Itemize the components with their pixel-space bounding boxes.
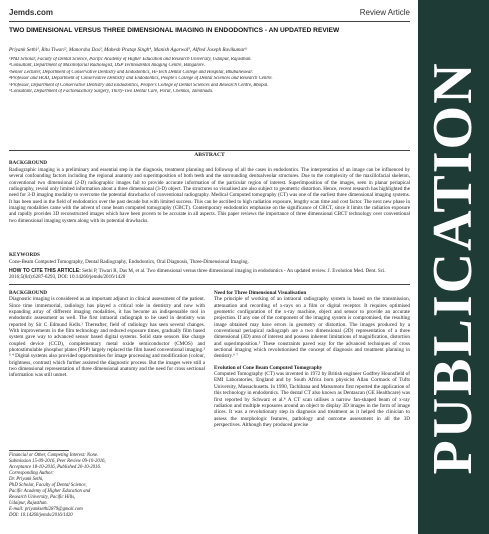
page-header <box>9 8 410 22</box>
affiliation-list <box>9 57 410 95</box>
author-list: Priyank Sethi¹, Ritu Tiwari², Manorsha Das³, Mahesh Pratap Singh⁴, Manish Agarwal⁵, Alfred Joseph Ravikumar⁶ <box>9 47 247 53</box>
header-rule <box>9 21 410 22</box>
section-heading: BACKGROUND <box>9 290 48 296</box>
citation-label: HOW TO CITE THIS ARTICLE: <box>9 268 81 274</box>
footnote-line: Research University, Pacific Hills, <box>9 495 76 500</box>
background-heading: BACKGROUND <box>9 160 48 166</box>
section-heading: Evolution of Cone Beam Computed Tomography <box>214 364 323 371</box>
footnote-line: Submission 15-09-2016, Peer Review 09-10-2016, <box>9 459 106 464</box>
article-title: TWO DIMENSIONAL VERSUS THREE DIMENSIONAL IMAGING IN ENDODONTICS - AN UPDATED REVIEW <box>9 27 340 34</box>
footnote-line: Acceptance 18-10-2016, Published 20-10-2016. <box>9 465 102 470</box>
footnote <box>9 453 205 519</box>
abstract-rule <box>9 150 410 151</box>
article-type: Review Article <box>359 8 410 17</box>
affiliation: ¹PhD Scholar, Faculty of Dental Science, Pacific Academy of Higher Education and Research University, Udaipur, Rajasthan. <box>9 57 252 62</box>
side-band-label: PUBLICATION <box>422 61 484 475</box>
section-text: Diagnostic imaging is considered as an important adjunct in clinical assessment of the patient. Since time immemorial, radiology has played a critical role in dentistry and now with expanding array of different imaging modalities, it has become an indispensable tool in endodontic assessment as well. The first intraoral radiograph to be used in dentistry was reported by Sir C Edmund Kells.¹ Thereafter, field of radiology has seen several changes. With improvements in the film technology and reduced exposure times, gradually film based system gave way to advanced sensor based digital systems. Solid state sensors like charge coupled device (CCD), complementary metal oxide semiconductor (CMOS) and photostimulable phosphor plates (PSP) largely replaced the film based conventional imaging.² ³ ⁴ Digital systems also provided opportunities for image processing and modification (colour, brightness, contrast) which further assisted the diagnostic process. But the images were still a two dimensional representation of three dimensional anatomy and the need for cross sectional information was still unmet. <box>9 296 205 379</box>
abstract-text: Radiographic imaging is a preliminary and essential step in the diagnosis, treatment planning and followup of all the cases in endodontics. The interpretation of an image can be influenced by several confounding factors including the regional anatomy and superimposition of both teeth and the surrounding dentoalveolar structures. Due to the complexity of the maxillofacial skeleton, conventional two dimensional (2-D) radiographic images fail to provide accurate information of the particular region of interest. Superimposition of the images, seen in planar periapical radiography, reveal only limited information about a three dimensional (3-D) object. The structures so visualised are also subject to geometric distortion. Hence, recent research has highlighted the need for 3-D imaging modality to overcome the potential drawbacks of conventional radiography. Medical Computed tomography (CT) was one of the earliest three dimensional imaging systems. It has been used in the field of endodontics over the past decade but with limited success. This can be ascribed to high radiation exposure, lengthy scan time and cost factor. The next new phase in imaging modalities came with the advent of cone beam computed tomography (CBCT). Contemporary endodontics emphasise on the significance of CBCT, since it limits the radiation exposure and rapidly provides 3D reconstructed images which have been proven to be accurate in all aspects. This paper reviews the importance of three dimensional CBCT technology over conventional two dimensional imaging system along with its potential drawbacks. <box>9 167 410 224</box>
keywords-heading: KEYWORDS <box>9 252 40 258</box>
footnote-rule <box>9 450 69 451</box>
footnote-line: Pacific Academy of Higher Education and <box>9 489 91 494</box>
affiliation: ²Consultant, Department of Maxillofacial Radiologist, DSP Technodental Imaging Centre, Bangalore. <box>9 63 206 69</box>
left-column <box>9 290 205 379</box>
citation-text: Sethi P, Tiwari R, Das M, et al. Two dimensional versus three dimensional imaging in endodontics - An updated review. J. Evolution Med. Dent. Sci. 2016;5(84):6287-6293, DOI: 10.14260/jemds/2016/1420 <box>9 268 386 281</box>
footnote-line: Udaipur, Rajasthan. <box>9 501 48 506</box>
section-text: Computed Tomography (CT) was invented in 1972 by British engineer Godfrey Hounsfield of EMI Laboratories, England and by South Africa born physicist Allan Cormack of Tufts University, Massachusetts. In 1990, Tachibana and Matsumoto first reported the application of this technology in endodontics. The dental CT also known as Dentascan (GE Healthcare) was first reported by Schwarz et al.⁸ A CT scan utilises a narrow fan-shaped beam of x-ray radiation and multiple exposures around an object to display 3D images in the form of image slices. It was a revolutionary step in diagnosis and treatment as it helped the clinician to assess the morphologic features, pathology and outcome assessment in all the 3D perspectives. Although they produced precise <box>214 371 410 428</box>
abstract-heading: ABSTRACT <box>194 152 225 158</box>
footnote-line: Dr. Priyank Sethi, <box>9 477 44 482</box>
body-rule <box>9 284 410 285</box>
footnote-line[interactable]: E-mail: priyanksethi2879@gmail.com <box>9 507 83 512</box>
footnote-line: Financial or Other, Competing Interest: None. <box>9 453 99 458</box>
journal-site[interactable]: Jemds.com <box>9 8 54 17</box>
affiliation: ³Senior Lecturer, Department of Conservative Dentistry and Endodontics, Hi-Tech Dental College and Hospital, Bhubaneswar. <box>9 69 253 75</box>
section-text: The principle of working of an intraoral radiography system is based on the transmission, attenuation and recording of x-rays on a film or digital receptor. It requires optimised geometric configuration of the x-ray machine, object and sensor to provide an accurate projection. If any one of the component of the imaging system is compromised, the resulting image obtained may have errors in geometry or distortion. The images produced by a conventional periapical radiograph are a two dimensional (2D) representation of a three dimensional (3D) area of interest and possess inherent limitations of magnification, distortion and superimposition.⁵ These constraints paved way for the advanced techniques of cross sectional imaging which revolutionised the concept of diagnosis and treatment planning in dentistry.⁶ ⁷ <box>214 296 410 360</box>
footnote-line: DOI: 10.14260/jemds/2016/1420 <box>9 513 73 518</box>
footnote-line: PhD Scholar, Faculty of Dental Science, <box>9 483 87 488</box>
section-heading: Need for Three Dimensional Visualisation <box>214 290 307 296</box>
right-column <box>214 290 410 428</box>
footnote-line: Corresponding Author: <box>9 471 54 476</box>
keywords-text: Cone-Beam Computed Tomography, Dental Radiography, Endodontics, Oral Diagnosis, Three-Dimensional Imaging. <box>9 259 249 265</box>
affiliation: ⁴Professor and HOD, Department of Conservative Dentistry and Endodontics, People's College of Dental Sciences and Research Centre. <box>9 76 273 82</box>
citation <box>9 268 410 281</box>
affiliation: ⁶Consultant, Department of Factomaxillary Surgery, Thirty-Two Dental Care, Porur, Chennai, Tamilnadu. <box>9 89 214 95</box>
affiliation: ⁵Professor, Department of Conservative Dentistry and Endodontics, People's College of Dental Sciences and Research Centre, Bhopal. <box>9 82 269 88</box>
side-band <box>418 0 489 534</box>
